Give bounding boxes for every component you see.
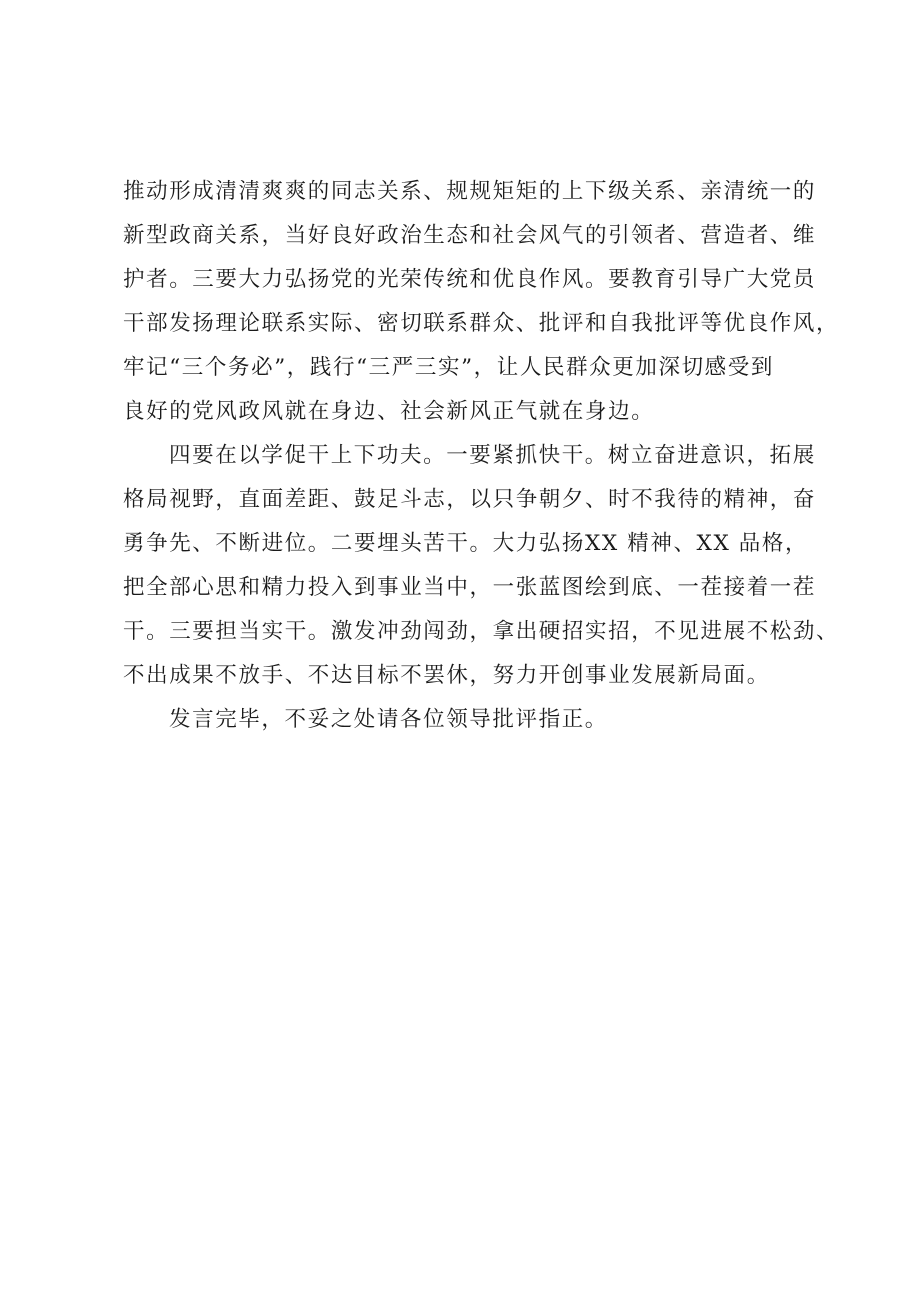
paragraph-1	[123, 170, 840, 434]
text-line: 格局视野，直面差距、鼓足斗志，以只争朝夕、时不我待的精神，奋	[123, 487, 817, 512]
text-line: 把全部心思和精力投入到事业当中，一张蓝图绘到底、一茬接着一茬	[123, 575, 817, 600]
text-line: 四要在以学促干上下功夫。一要紧抓快干。树立奋进意识，拓展	[169, 443, 816, 468]
text-line: 良好的党风政风就在身边、社会新风正气就在身边。	[123, 399, 655, 424]
document-body	[123, 170, 840, 742]
text-line: 不出成果不放手、不达目标不罢休，努力开创事业发展新局面。	[123, 663, 770, 688]
text-line: 护者。三要大力弘扬党的光荣传统和优良作风。要教育引导广大党员	[123, 267, 817, 292]
paragraph-2	[123, 434, 840, 698]
text-line: 推动形成清清爽爽的同志关系、规规矩矩的上下级关系、亲清统一的	[123, 179, 817, 204]
text-line: 新型政商关系，当好良好政治生态和社会风气的引领者、营造者、维	[123, 223, 817, 248]
paragraph-3	[123, 698, 829, 742]
text-line: 干。三要担当实干。激发冲劲闯劲，拿出硬招实招，不见进展不松劲、	[123, 619, 840, 644]
text-line: 勇争先、不断进位。二要埋头苦干。大力弘扬XX 精神、XX 品格，	[123, 531, 809, 556]
text-line: 干部发扬理论联系实际、密切联系群众、批评和自我批评等优良作风，	[123, 311, 840, 336]
text-line: 发言完毕，不妥之处请各位领导批评指正。	[169, 707, 608, 732]
text-line: 牢记“三个务必”，践行“三严三实”，让人民群众更加深切感受到	[123, 355, 774, 380]
